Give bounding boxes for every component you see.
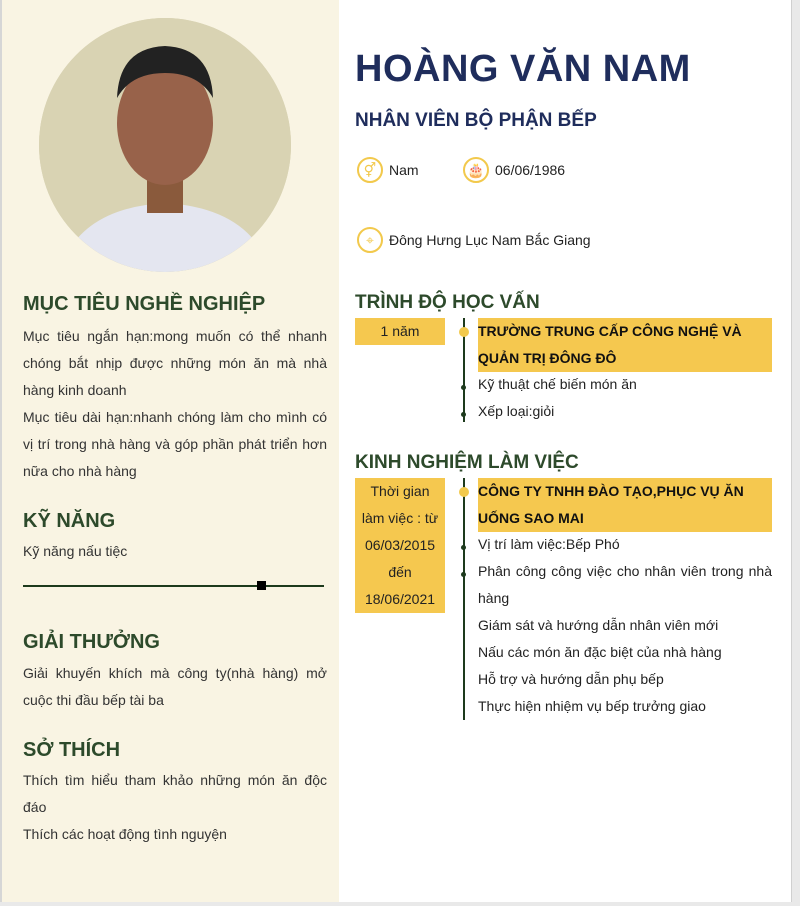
timeline-dot [459,327,469,337]
profile-photo [39,18,291,272]
skill-name: Kỹ năng nấu tiệc [23,543,128,559]
experience-item: Hỗ trợ và hướng dẫn phụ bếp [478,671,664,687]
hobbies-heading: SỞ THÍCH [23,739,121,761]
map-pin-icon: ⌖ [357,227,383,253]
skill-level-bar [23,585,324,587]
experience-heading: KINH NGHIỆM LÀM VIỆC [355,452,579,473]
gender-info [357,157,419,183]
address-value: Đông Hưng Lục Nam Bắc Giang [389,232,591,248]
objective-text [23,323,327,485]
birthday-info [463,157,565,183]
experience-item: Thực hiện nhiệm vụ bếp trưởng giao [478,698,706,714]
experience-company: CÔNG TY TNHH ĐÀO TẠO,PHỤC VỤ ĂN UỐNG SAO MAI [478,478,772,532]
experience-item: Nấu các món ăn đặc biệt của nhà hàng [478,644,722,660]
hobby-item: Thích các hoạt động tình nguyện [23,826,227,842]
address-info [357,227,591,253]
bullet [461,385,466,390]
awards-heading: GIẢI THƯỞNG [23,631,160,653]
objective-long: Mục tiêu dài hạn:nhanh chóng làm cho mình có vị trí trong nhà hàng và góp phần phát triển hơn nữa cho nhà hàng [23,409,327,479]
birthday-cake-icon: 🎂 [463,157,489,183]
experience-item: Vị trí làm việc:Bếp Phó [478,536,620,552]
experience-item: Giám sát và hướng dẫn nhân viên mới [478,617,719,633]
objective-short: Mục tiêu ngắn hạn:mong muốn có thể nhanh chóng bắt nhịp được những món ăn mà nhà hàng kinh doanh [23,328,327,398]
skill-level-marker [257,581,266,590]
candidate-name: HOÀNG VĂN NAM [355,48,691,90]
education-item: Kỹ thuật chế biến món ăn [478,376,637,392]
bullet [461,412,466,417]
timeline-dot [459,487,469,497]
awards-text: Giải khuyến khích mà công ty(nhà hàng) mở cuộc thi đầu bếp tài ba [23,665,327,708]
experience-duration: Thời gian làm việc : từ 06/03/2015 đến 18/06/2021 [355,478,445,613]
experience-timeline [463,478,465,720]
education-heading: TRÌNH ĐỘ HỌC VẤN [355,292,540,313]
sidebar [2,0,339,902]
gender-icon: ⚥ [357,157,383,183]
education-duration: 1 năm [355,318,445,345]
job-title: NHÂN VIÊN BỘ PHẬN BẾP [355,110,597,131]
objective-heading: MỤC TIÊU NGHỀ NGHIỆP [23,293,266,315]
hobbies-list [23,767,327,848]
birthday-value: 06/06/1986 [495,162,566,178]
education-school: TRƯỜNG TRUNG CẤP CÔNG NGHỆ VÀ QUẢN TRỊ ĐÔNG ĐÔ [478,318,772,372]
education-item: Xếp loại:giỏi [478,403,555,419]
bullet [461,545,466,550]
bullet [461,572,466,577]
skills-heading: KỸ NĂNG [23,510,116,532]
gender-value: Nam [389,162,419,178]
experience-item: Phân công công việc cho nhân viên trong nhà hàng [478,563,772,606]
hobby-item: Thích tìm hiểu tham khảo những món ăn độc đáo [23,772,327,815]
